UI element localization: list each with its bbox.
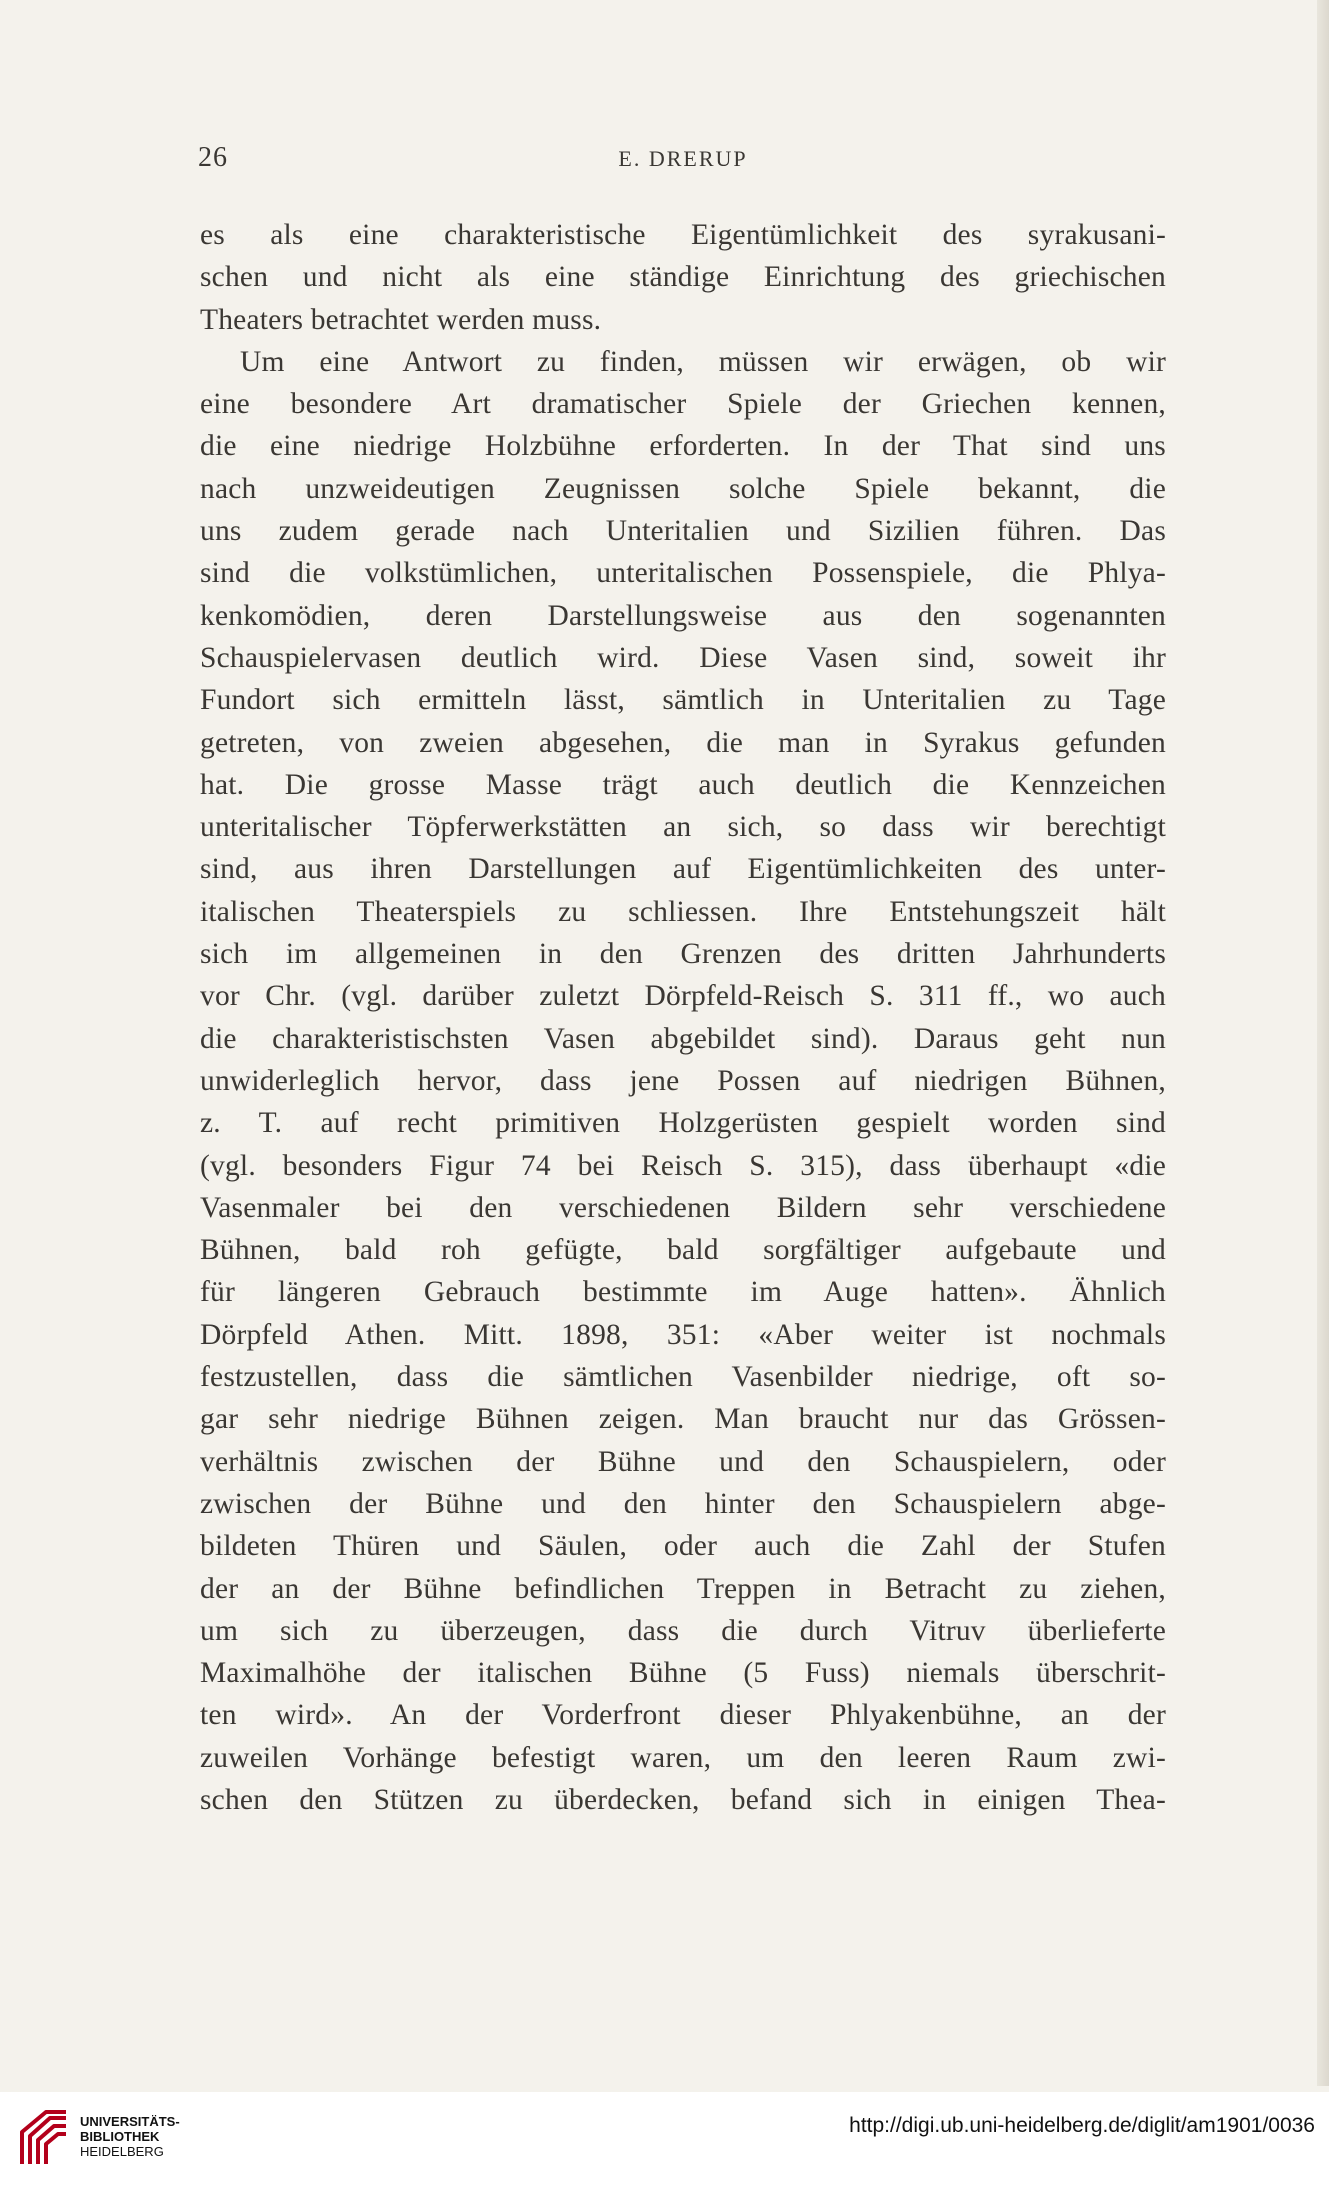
library-name-line: BIBLIOTHEK [80,2129,160,2144]
text-line: kenkomödien, deren Darstellungsweise aus den sogenannten [200,599,1166,632]
text-line: sind, aus ihren Darstellungen auf Eigentümlichkeiten des unter- [200,853,1166,886]
text-line: ten wird». An der Vorderfront dieser Phlyakenbühne, an der [200,1699,1166,1732]
text-line: unteritalischer Töpferwerkstätten an sich, so dass wir berechtigt [200,811,1166,844]
text-line: der an der Bühne befindlichen Treppen in Betracht zu ziehen, [200,1572,1166,1605]
page-header [198,142,1168,182]
text-line: sich im allgemeinen in den Grenzen des dritten Jahrhunderts [200,938,1166,971]
text-line: verhältnis zwischen der Bühne und den Schauspielern, oder [200,1445,1166,1478]
text-line: eine besondere Art dramatischer Spiele der Griechen kennen, [200,388,1166,421]
text-line: Bühnen, bald roh gefügte, bald sorgfältiger aufgebaute und [200,1234,1166,1267]
text-line: es als eine charakteristische Eigentümlichkeit des syrakusani- [200,219,1166,251]
source-url-link[interactable]: http://digi.ub.uni-heidelberg.de/diglit/am1901/0036 [849,2114,1315,2137]
university-library-logo-icon [16,2106,72,2170]
page-edge [1317,0,1329,2086]
text-line: z. T. auf recht primitiven Holzgerüsten gespielt worden sind [200,1107,1166,1140]
text-line: bildeten Thüren und Säulen, oder auch die Zahl der Stufen [200,1530,1166,1563]
text-line: gar sehr niedrige Bühnen zeigen. Man braucht nur das Grössen- [200,1403,1166,1436]
digitization-footer [0,2092,1329,2186]
text-line: hat. Die grosse Masse trägt auch deutlich die Kennzeichen [200,768,1166,801]
body-text [200,214,1166,1821]
text-line: uns zudem gerade nach Unteritalien und Sizilien führen. Das [200,515,1166,548]
text-line: (vgl. besonders Figur 74 bei Reisch S. 315), dass überhaupt «die [200,1149,1166,1182]
page-number: 26 [198,142,228,173]
text-line: Fundort sich ermitteln lässt, sämtlich in Unteritalien zu Tage [200,684,1166,717]
text-line: vor Chr. (vgl. darüber zuletzt Dörpfeld-Reisch S. 311 ff., wo auch [200,980,1166,1013]
text-line: Theaters betrachtet werden muss. [200,303,602,336]
library-name [80,2114,180,2159]
text-line: Dörpfeld Athen. Mitt. 1898, 351: «Aber weiter ist nochmals [200,1318,1166,1351]
text-line: die eine niedrige Holzbühne erforderten. In der That sind uns [200,430,1166,463]
running-head: E. DRERUP [618,146,748,171]
text-line: Vasenmaler bei den verschiedenen Bildern sehr verschiedene [200,1191,1166,1224]
text-line: sind die volkstümlichen, unteritalischen Possenspiele, die Phlya- [200,557,1166,590]
text-line: zwischen der Bühne und den hinter den Schauspielern abge- [200,1487,1166,1520]
text-line: Um eine Antwort zu finden, müssen wir erwägen, ob wir [240,345,1166,378]
library-name-line: HEIDELBERG [80,2144,164,2159]
text-line: zuweilen Vorhänge befestigt waren, um den leeren Raum zwi- [200,1741,1166,1774]
text-line: die charakteristischsten Vasen abgebildet sind). Daraus geht nun [200,1022,1166,1055]
text-line: schen den Stützen zu überdecken, befand sich in einigen Thea- [200,1783,1166,1816]
text-line: italischen Theaterspiels zu schliessen. Ihre Entstehungszeit hält [200,895,1166,928]
text-line: festzustellen, dass die sämtlichen Vasenbilder niedrige, oft so- [200,1361,1166,1394]
text-line: Schauspielervasen deutlich wird. Diese Vasen sind, soweit ihr [200,641,1166,674]
text-line: nach unzweideutigen Zeugnissen solche Spiele bekannt, die [200,472,1166,505]
library-name-line: UNIVERSITÄTS- [80,2114,180,2129]
text-line: unwiderleglich hervor, dass jene Possen auf niedrigen Bühnen, [200,1064,1166,1097]
text-line: schen und nicht als eine ständige Einrichtung des griechischen [200,261,1166,294]
text-line: Maximalhöhe der italischen Bühne (5 Fuss) niemals überschrit- [200,1657,1166,1690]
text-line: getreten, von zweien abgesehen, die man in Syrakus gefunden [200,726,1166,759]
text-line: für längeren Gebrauch bestimmte im Auge hatten». Ähnlich [200,1276,1166,1309]
text-line: um sich zu überzeugen, dass die durch Vitruv überlieferte [200,1614,1166,1647]
